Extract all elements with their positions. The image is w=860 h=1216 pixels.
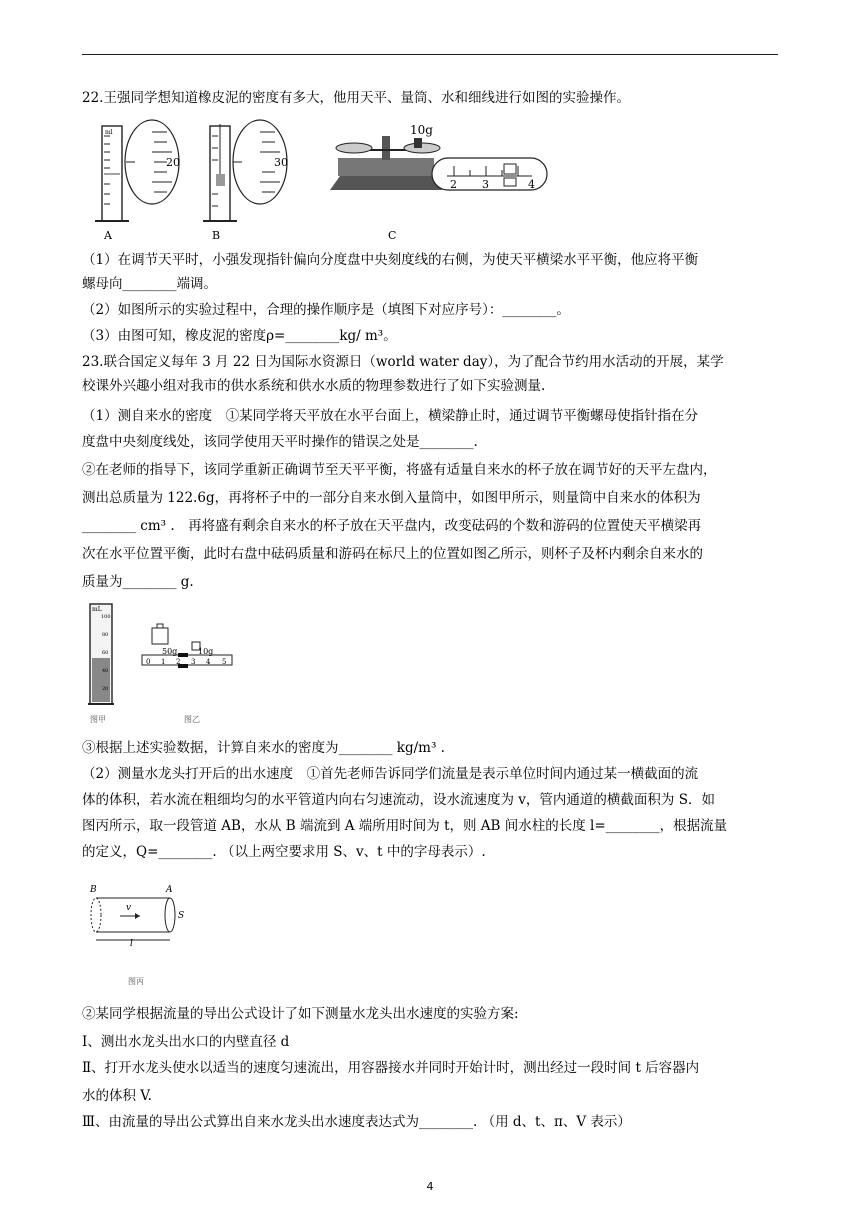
end-a: A [166,885,173,895]
scale-2: 2 [450,178,457,191]
q23-figure-jia-yi [86,600,246,730]
q23-line6: 测出总质量为 122.6g，再将杯子中的一部分自来水倒入量筒中，如图甲所示，则量筒中自来水的体积为 [82,490,701,506]
q23-line12: 体的体积，若水流在粗细均匀的水平管道内向右匀速流动，设水流速度为 v，管内通道的横截面积为 S．如 [82,792,715,808]
label-b: B [212,229,221,242]
unit-ml-jia: mL [92,606,102,613]
q23-line1: 23.联合国定义每年 3 月 22 日为国际水资源日（world water day），为了配合节约用水活动的开展，某学 [82,354,724,370]
svg-text:80: 80 [102,632,109,638]
weight-50g: 50g [162,647,178,656]
graduated-cylinder-jia [88,604,114,724]
q23-step1: Ⅰ、测出水龙头出水口的内壁直径 d [82,1034,290,1050]
scale-4: 4 [528,178,535,191]
q22-figure [92,114,552,244]
length-l: l [130,939,133,949]
weight-10g: 10g [410,123,433,137]
reading-b: 30 [274,156,288,169]
q23-figure-bing [86,880,206,992]
q23-line4: 度盘中央刻度线处，该同学使用天平时操作的错误之处是________. [82,434,478,450]
q23-line13: 图丙所示，取一段管道 AB，水从 B 端流到 A 端所用时间为 t，则 AB 间水柱的长度 l=________，根据流量 [82,818,728,834]
svg-text:4: 4 [206,658,211,666]
area-s: S [178,911,185,921]
q23-line8: 次在水平位置平衡，此时右盘中砝码质量和游码在标尺上的位置如图乙所示，则杯子及杯内剩余自来水的 [82,546,703,562]
balance-c [330,123,547,242]
q23-step2-line1: Ⅱ、打开水龙头使水以适当的速度匀速流出，用容器接水并同时开始计时，测出经过一段时间 t 后容器内 [82,1060,700,1076]
scale-3: 3 [482,178,489,191]
caption-bing: 图丙 [128,977,144,986]
balance-scale-yi [142,624,232,724]
label-c: C [388,229,397,242]
label-a: A [104,229,112,242]
svg-text:5: 5 [222,658,227,666]
page-number: 4 [426,1180,434,1193]
cylinder-a [95,120,180,242]
q22-part3: （3）由图可知，橡皮泥的密度ρ=________kg/ m³。 [82,328,397,344]
q22-part1-line1: （1）在调节天平时，小强发现指针偏向分度盘中央刻度线的右侧，为使天平横梁水平平衡，他应将平衡 [82,252,699,268]
q23-line5: ②在老师的指导下，该同学重新正确调节至天平平衡，将盛有适量自来水的杯子放在调节好的天平左盘内， [82,462,717,478]
q23-step3: Ⅲ、由流量的导出公式算出自来水龙头出水速度表达式为________. （用 d、t、π、V 表示） [82,1114,631,1130]
svg-text:3: 3 [191,658,196,666]
q23-line11: （2）测量水龙头打开后的出水速度 ①首先老师告诉同学们流量是表示单位时间内通过某一横截面的流 [82,766,699,782]
velocity-v: v [126,903,132,913]
q23-line2: 校课外兴趣小组对我市的供水系统和供水水质的物理参数进行了如下实验测量. [82,378,546,394]
q23-step2-line2: 水的体积 V. [82,1088,152,1104]
svg-text:1: 1 [161,658,166,666]
q22-part2: （2）如图所示的实验过程中，合理的操作顺序是（填图下对应序号）：________。 [82,302,570,318]
header-rule [82,54,778,55]
svg-text:20: 20 [102,686,109,692]
reading-a: 20 [166,156,180,169]
svg-text:100: 100 [101,614,111,620]
caption-jia: 图甲 [90,715,106,724]
unit-ml: ml [105,129,113,136]
weight-10g-yi: 10g [198,647,214,656]
q22-stem: 22.王强同学想知道橡皮泥的密度有多大，他用天平、量筒、水和细线进行如图的实验操作。 [82,90,630,106]
end-b: B [90,885,97,895]
q23-line14: 的定义，Q=________. （以上两空要求用 S、v、t 中的字母表示）. [82,844,486,860]
svg-text:60: 60 [102,650,109,656]
svg-text:40: 40 [102,668,109,674]
svg-text:0: 0 [146,658,151,666]
q23-line15: ②某同学根据流量的导出公式设计了如下测量水龙头出水速度的实验方案: [82,1006,519,1022]
cylinder-b [203,120,288,242]
q23-line3: （1）测自来水的密度 ①某同学将天平放在水平台面上，横梁静止时，通过调节平衡螺母使指针指在分 [82,408,699,424]
q22-part1-line2: 螺母向________端调。 [82,276,217,292]
q23-line10: ③根据上述实验数据，计算自来水的密度为________ kg/m³ . [82,740,445,756]
pipe-diagram [89,885,184,986]
q23-line9: 质量为________ g. [82,574,194,590]
svg-text:2: 2 [176,658,181,666]
q23-line7: ________ cm³ . 再将盛有剩余自来水的杯子放在天平盘内，改变砝码的个数和游码的位置使天平横梁再 [82,518,702,534]
caption-yi: 图乙 [184,715,200,724]
